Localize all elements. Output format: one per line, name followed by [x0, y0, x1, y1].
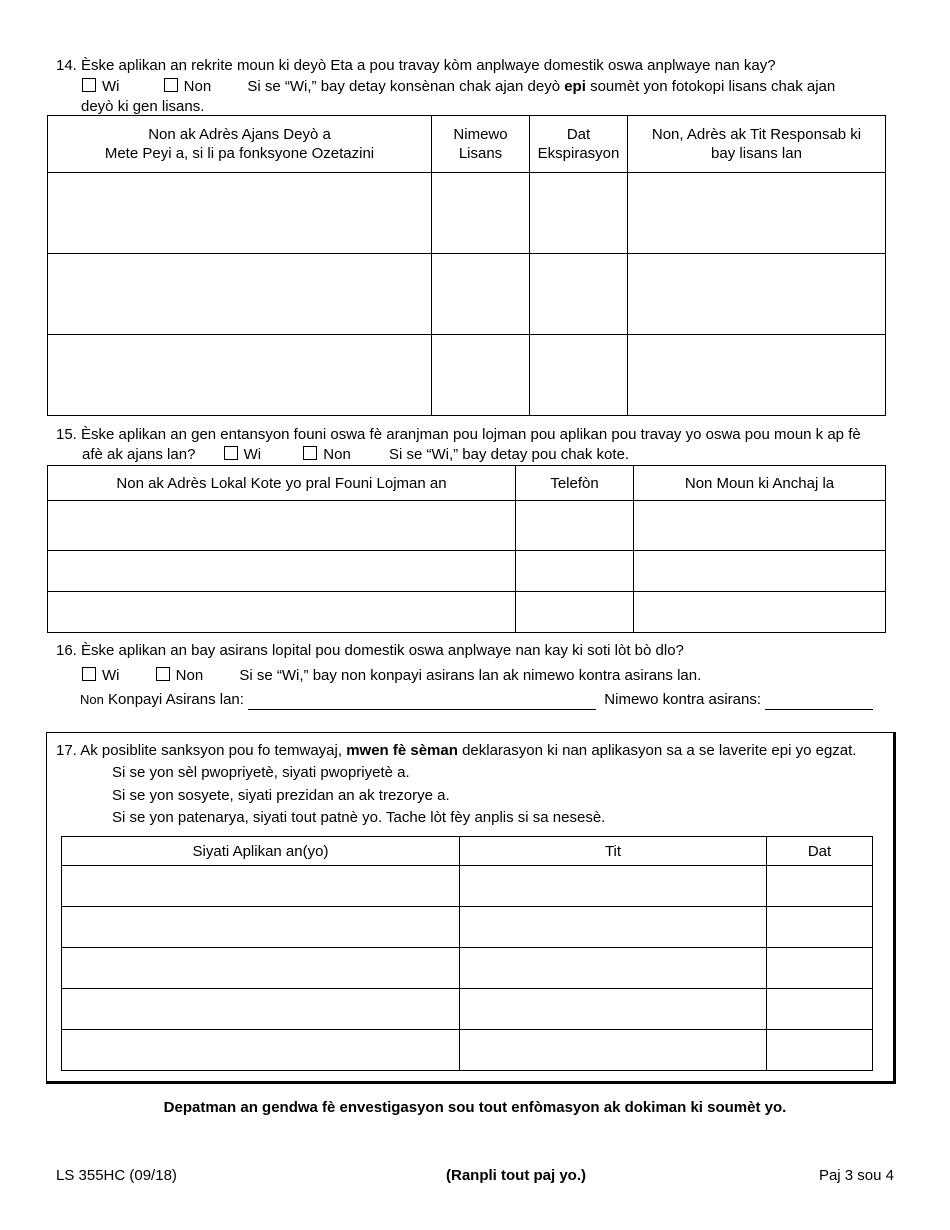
q16-instruction: Si se “Wi,” bay non konpayi asirans lan ak nimewo kontra asirans lan.: [239, 667, 702, 684]
signature-cell[interactable]: [62, 866, 460, 907]
title-cell[interactable]: [460, 948, 767, 989]
table-row: [62, 866, 873, 907]
signature-cell[interactable]: [62, 907, 460, 948]
page-number: Paj 3 sou 4: [818, 1167, 894, 1184]
table-row: [48, 335, 886, 416]
table-cell[interactable]: [432, 254, 530, 335]
table-cell[interactable]: [48, 254, 432, 335]
q15-question-line2: afè ak ajans lan? Wi Non Si se “Wi,” bay detay pou chak kote.: [82, 446, 630, 463]
q17-instruction-line: Si se yon sosyete, siyati prezidan an ak trezorye a.: [112, 787, 450, 804]
table-row: [62, 1030, 873, 1071]
q15-instruction: Si se “Wi,” bay detay pou chak kote.: [388, 446, 630, 463]
table-row: [48, 173, 886, 254]
table-cell[interactable]: [48, 501, 516, 551]
q15-no-checkbox[interactable]: [303, 446, 317, 460]
date-cell[interactable]: [767, 866, 873, 907]
q17-instruction-line: Si se yon patenarya, siyati tout patnè yo. Tache lòt fèy anplis si sa nesesè.: [112, 809, 606, 826]
q14-agency-table: [47, 115, 886, 416]
title-cell[interactable]: [460, 1030, 767, 1071]
q14-no-checkbox[interactable]: [164, 78, 178, 92]
q15-housing-table: [47, 465, 886, 633]
table-row: [48, 592, 886, 633]
table-row: [62, 989, 873, 1030]
insurance-company-field[interactable]: [248, 692, 596, 710]
q15-yes-option[interactable]: Wi: [224, 445, 262, 465]
q16-yes-checkbox[interactable]: [82, 667, 96, 681]
q17-statement: 17. Ak posiblite sanksyon pou fo temwayaj, mwen fè sèman deklarasyon ki nan aplikasyon sa a se laverite epi yo egzat.: [56, 742, 857, 759]
table-header-row: [62, 837, 873, 866]
table-cell[interactable]: [628, 335, 886, 416]
signature-cell[interactable]: [62, 989, 460, 1030]
title-cell[interactable]: [460, 989, 767, 1030]
table-cell[interactable]: [530, 335, 628, 416]
table-row: [48, 551, 886, 592]
date-cell[interactable]: [767, 907, 873, 948]
table-cell[interactable]: [516, 592, 634, 633]
header-housing-address: Non ak Adrès Lokal Kote yo pral Founi Lojman an: [48, 466, 516, 501]
q16-insurance-fields: [80, 690, 873, 710]
table-cell[interactable]: [432, 173, 530, 254]
q17-instruction-line: Si se yon sèl pwopriyetè, siyati pwopriyetè a.: [112, 764, 410, 781]
q14-instruction-line2: deyò ki gen lisans.: [81, 98, 205, 115]
header-applicant-signature: Siyati Aplikan an(yo): [62, 837, 460, 866]
table-header-row: [48, 116, 886, 173]
form-id: LS 355HC (09/18): [56, 1167, 177, 1184]
q16-no-checkbox[interactable]: [156, 667, 170, 681]
investigation-notice: Depatman an gendwa fè envestigasyon sou tout enfòmasyon ak dokiman ki soumèt yo.: [163, 1099, 787, 1116]
table-cell[interactable]: [48, 592, 516, 633]
table-cell[interactable]: [628, 254, 886, 335]
table-cell[interactable]: [48, 335, 432, 416]
table-cell[interactable]: [628, 173, 886, 254]
signature-cell[interactable]: [62, 948, 460, 989]
table-row: [62, 948, 873, 989]
q14-yes-option[interactable]: Wi: [82, 77, 120, 97]
date-cell[interactable]: [767, 1030, 873, 1071]
table-cell[interactable]: [516, 501, 634, 551]
header-agency-name: Non ak Adrès Ajans Deyò a Mete Peyi a, si li pa fonksyone Ozetazini: [48, 116, 432, 173]
q16-options: [82, 666, 701, 686]
header-responsible-official: Non, Adrès ak Tit Responsab ki bay lisans lan: [628, 116, 886, 173]
table-cell[interactable]: [634, 501, 886, 551]
q15-question: 15. Èske aplikan an gen entansyon founi oswa fè aranjman pou lojman pou aplikan pou travay yo oswa pou moun k ap fè: [56, 426, 861, 443]
table-row: [48, 254, 886, 335]
table-cell[interactable]: [530, 254, 628, 335]
table-cell[interactable]: [530, 173, 628, 254]
table-header-row: [48, 466, 886, 501]
date-cell[interactable]: [767, 989, 873, 1030]
q14-yes-checkbox[interactable]: [82, 78, 96, 92]
q16-no-option[interactable]: Non: [156, 666, 204, 686]
q14-instruction: Si se “Wi,” bay detay konsènan chak ajan deyò epi soumèt yon fotokopi lisans chak ajan: [247, 78, 836, 95]
header-telephone: Telefòn: [516, 466, 634, 501]
table-cell[interactable]: [48, 173, 432, 254]
policy-number-label: Nimewo kontra asirans:: [604, 691, 762, 708]
q16-yes-option[interactable]: Wi: [82, 666, 120, 686]
table-cell[interactable]: [634, 592, 886, 633]
date-cell[interactable]: [767, 948, 873, 989]
q14-options: [82, 77, 835, 97]
insurance-company-label: Non Konpayi Asirans lan:: [80, 691, 244, 708]
table-cell[interactable]: [634, 551, 886, 592]
policy-number-field[interactable]: [765, 692, 873, 710]
signature-cell[interactable]: [62, 1030, 460, 1071]
table-row: [62, 907, 873, 948]
table-cell[interactable]: [48, 551, 516, 592]
complete-all-pages-note: (Ranpli tout paj yo.): [446, 1167, 586, 1184]
table-cell[interactable]: [516, 551, 634, 592]
header-license-number: Nimewo Lisans: [432, 116, 530, 173]
header-title: Tit: [460, 837, 767, 866]
table-row: [48, 501, 886, 551]
q15-no-option[interactable]: Non: [303, 445, 351, 465]
title-cell[interactable]: [460, 866, 767, 907]
q14-question: 14. Èske aplikan an rekrite moun ki deyò Eta a pou travay kòm anplwaye domestik oswa anplwaye nan kay?: [56, 57, 776, 74]
table-cell[interactable]: [432, 335, 530, 416]
q14-no-option[interactable]: Non: [164, 77, 212, 97]
q17-signature-table: [61, 836, 873, 1071]
q16-question: 16. Èske aplikan an bay asirans lopital pou domestik oswa anplwaye nan kay ki soti lòt bò dlo?: [56, 642, 684, 659]
q15-yes-checkbox[interactable]: [224, 446, 238, 460]
title-cell[interactable]: [460, 907, 767, 948]
header-person-in-charge: Non Moun ki Anchaj la: [634, 466, 886, 501]
header-date: Dat: [767, 837, 873, 866]
header-expiration-date: Dat Ekspirasyon: [530, 116, 628, 173]
